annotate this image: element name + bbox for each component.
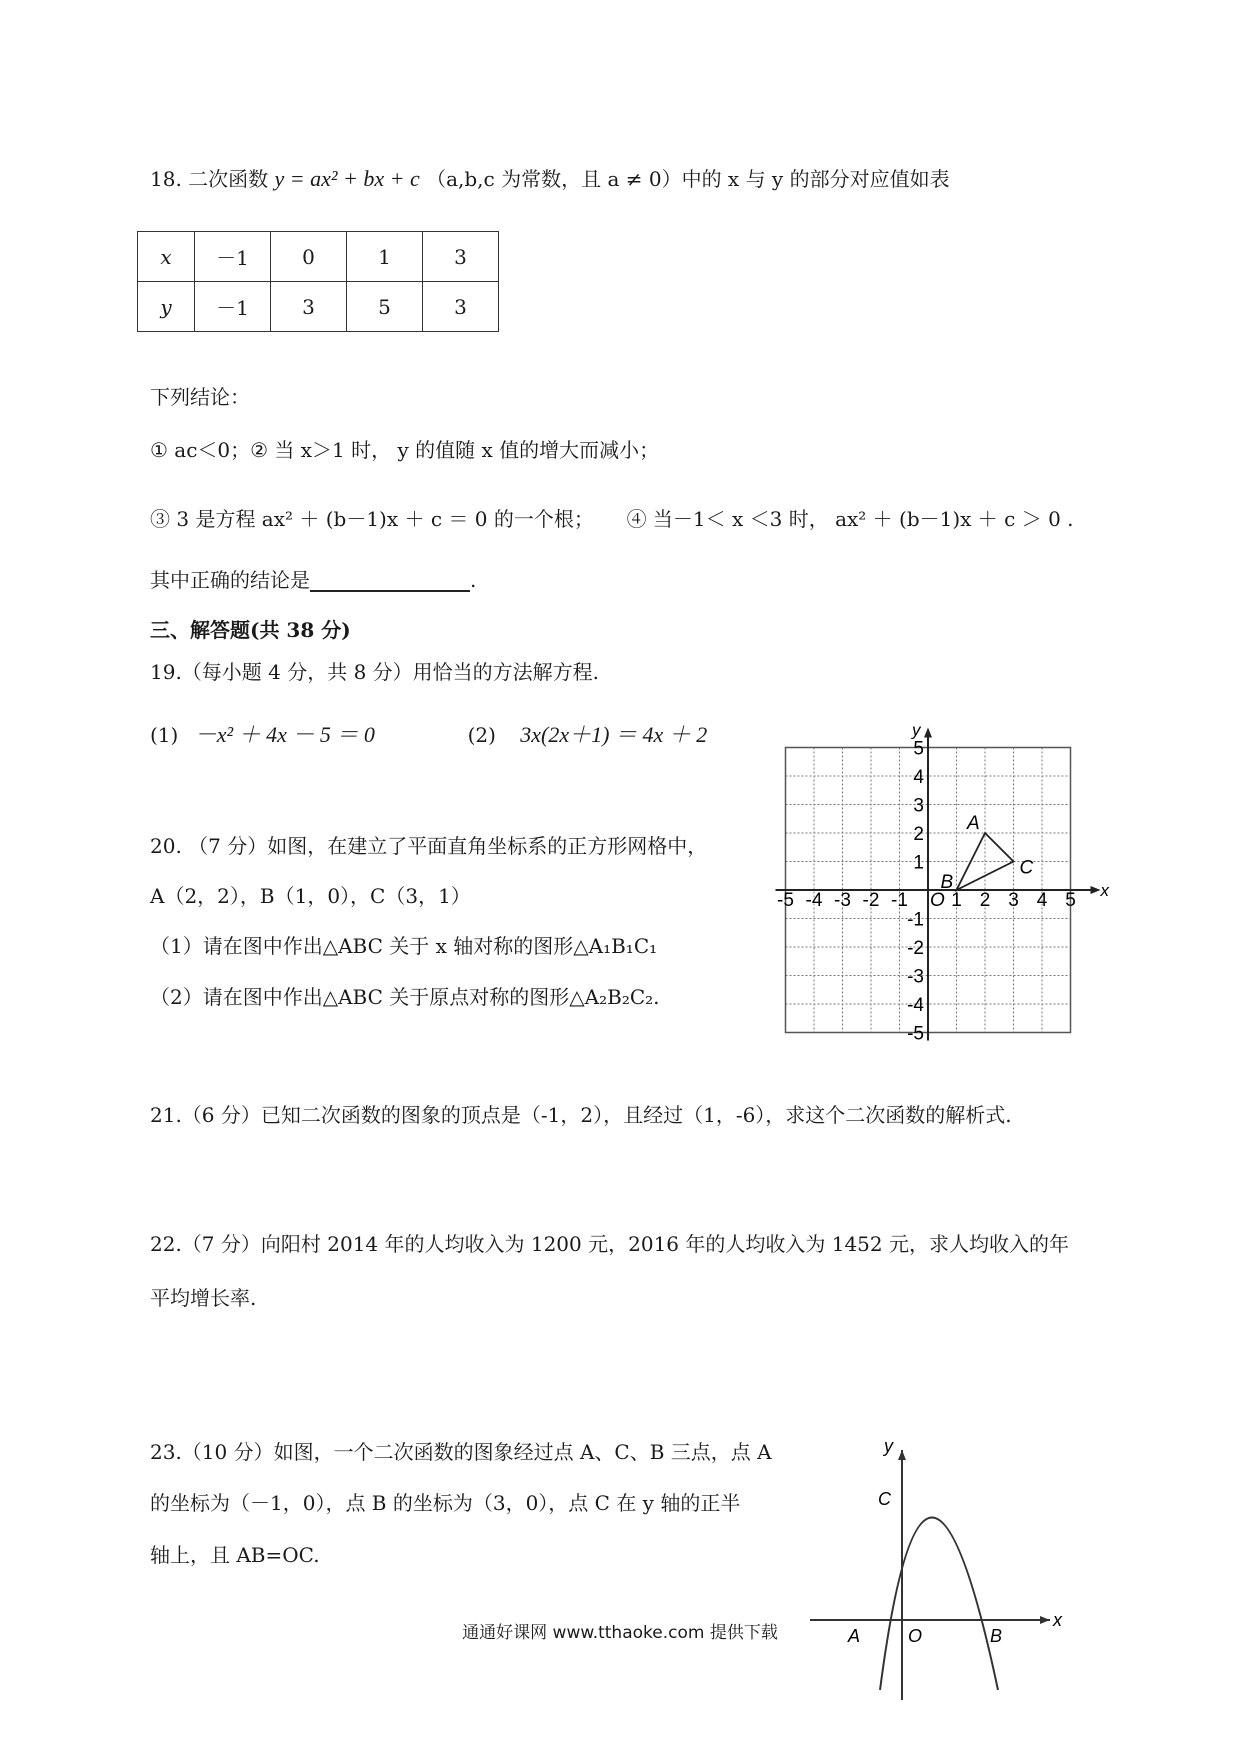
q18-answer-end: . <box>470 568 477 592</box>
table-cell: 1 <box>347 232 423 282</box>
q18-conclusion-3-4 <box>150 507 1074 531</box>
y-axis-label: y <box>912 720 921 740</box>
q18-answer-prompt: 其中正确的结论是 <box>150 568 310 592</box>
x-tick-label: 2 <box>979 890 991 911</box>
q18-formula: y = ax² + bx + c <box>274 166 420 191</box>
q18-intro: 下列结论： <box>150 385 250 409</box>
q19-equations <box>150 722 707 748</box>
x-tick-label: -1 <box>891 890 908 911</box>
coordinate-grid-figure <box>750 720 1109 1045</box>
vertex-label-b: B <box>940 872 954 893</box>
triangle-abc <box>941 813 1034 893</box>
q18-prefix: 18. 二次函数 <box>150 167 269 191</box>
q18-stem <box>150 166 950 192</box>
table-header-y: y <box>138 282 195 332</box>
y-tick-label: -5 <box>907 1023 924 1045</box>
y-axis-arrow-icon <box>924 728 932 738</box>
y-tick-label: 5 <box>913 738 924 760</box>
origin-label: O <box>908 1626 923 1646</box>
y-tick-label: 2 <box>913 824 924 845</box>
x-tick-label: 5 <box>1065 890 1076 911</box>
parabola-figure <box>810 1430 1070 1700</box>
x-axis-arrow-icon <box>1091 886 1101 894</box>
table-cell: 3 <box>423 282 499 332</box>
x-tick-label: -3 <box>834 890 851 911</box>
q20-part2: （2）请在图中作出△ABC 关于原点对称的图形△A₂B₂C₂. <box>150 985 660 1009</box>
q18-condition: （a,b,c 为常数，且 a ≠ 0）中的 x 与 y 的部分对应值如表 <box>426 167 950 191</box>
origin-label: O <box>930 890 945 911</box>
q23-line1: 23.（10 分）如图，一个二次函数的图象经过点 A、C、B 三点，点 A <box>150 1440 772 1464</box>
q20-part1: （1）请在图中作出△ABC 关于 x 轴对称的图形△A₁B₁C₁ <box>150 934 658 958</box>
q18-value-table <box>137 231 499 332</box>
y-tick-label: -2 <box>907 938 924 959</box>
x-tick-label: -2 <box>862 890 880 911</box>
q20-points: A（2，2），B（1，0），C（3，1） <box>150 884 471 908</box>
q21-text: 21.（6 分）已知二次函数的图象的顶点是（-1，2），且经过（1，-6），求这个二次函数的解析式. <box>150 1103 1012 1127</box>
y-tick-label: -1 <box>907 909 924 931</box>
table-cell: －1 <box>195 282 271 332</box>
table-cell: 5 <box>347 282 423 332</box>
table-cell: 0 <box>271 232 347 282</box>
point-a-label: A <box>848 1626 861 1646</box>
section-title: 三、解答题(共 38 分) <box>150 618 351 642</box>
table-cell: －1 <box>195 232 271 282</box>
x-tick-label: -5 <box>777 890 794 911</box>
y-tick-label: 3 <box>913 795 924 817</box>
table-row <box>138 232 499 282</box>
q19-eq1: －x² ＋ 4x － 5 ＝ 0 <box>194 722 375 747</box>
q20-text: 20. （7 分）如图，在建立了平面直角坐标系的正方形网格中， <box>150 834 708 858</box>
y-tick-label: 4 <box>913 767 924 788</box>
answer-blank[interactable] <box>310 570 470 592</box>
q19-eq2: 3x(2x＋1) ＝ 4x ＋ 2 <box>520 722 708 747</box>
parabola-curve <box>880 1518 998 1691</box>
vertex-label-a: A <box>967 813 980 834</box>
q22-line1: 22.（7 分）向阳村 2014 年的人均收入为 1200 元，2016 年的人均收入为 1452 元，求人均收入的年 <box>150 1232 1069 1256</box>
x-tick-label: 3 <box>1008 890 1019 911</box>
y-tick-label: -3 <box>907 966 924 988</box>
table-cell: 3 <box>271 282 347 332</box>
q22-line2: 平均增长率. <box>150 1286 257 1310</box>
y-tick-label: -4 <box>907 995 924 1016</box>
table-header-x: x <box>138 232 195 282</box>
x-axis-label: x <box>1100 881 1109 900</box>
grid-ticks <box>777 739 1076 1045</box>
table-row <box>138 282 499 332</box>
y-axis-label: y <box>884 1436 893 1456</box>
q18-conclusion-3: ③ 3 是方程 ax² ＋ (b－1)x ＋ c ＝ 0 的一个根； <box>150 507 594 531</box>
point-b-label: B <box>990 1626 1003 1646</box>
vertex-label-c: C <box>1019 857 1034 879</box>
x-axis-label: x <box>1053 1610 1062 1630</box>
x-tick-label: 4 <box>1036 890 1048 911</box>
x-tick-label: 1 <box>951 890 962 911</box>
q19-eq2-label: (2) <box>467 723 496 747</box>
q19-text: 19.（每小题 4 分，共 8 分）用恰当的方法解方程. <box>150 660 600 684</box>
point-c-label: C <box>878 1489 891 1509</box>
y-axis-arrow-icon <box>898 1450 906 1460</box>
y-tick-label: 1 <box>913 852 924 874</box>
q18-answer-line <box>150 568 476 592</box>
page-footer: 通通好课网 www.tthaoke.com 提供下载 <box>462 1623 778 1643</box>
q19-eq1-label: (1) <box>150 723 179 747</box>
q23-line2: 的坐标为（－1，0），点 B 的坐标为（3，0），点 C 在 y 轴的正半 <box>150 1491 741 1515</box>
table-cell: 3 <box>423 232 499 282</box>
x-tick-label: -4 <box>805 890 823 911</box>
q18-conclusion-4: ④ 当－1＜ x ＜3 时， ax² ＋ (b－1)x ＋ c ＞ 0 . <box>626 507 1074 531</box>
q23-line3: 轴上，且 AB=OC. <box>150 1543 320 1567</box>
q18-conclusion-1-2: ① ac＜0；② 当 x＞1 时， y 的值随 x 值的增大而减小； <box>150 438 660 462</box>
